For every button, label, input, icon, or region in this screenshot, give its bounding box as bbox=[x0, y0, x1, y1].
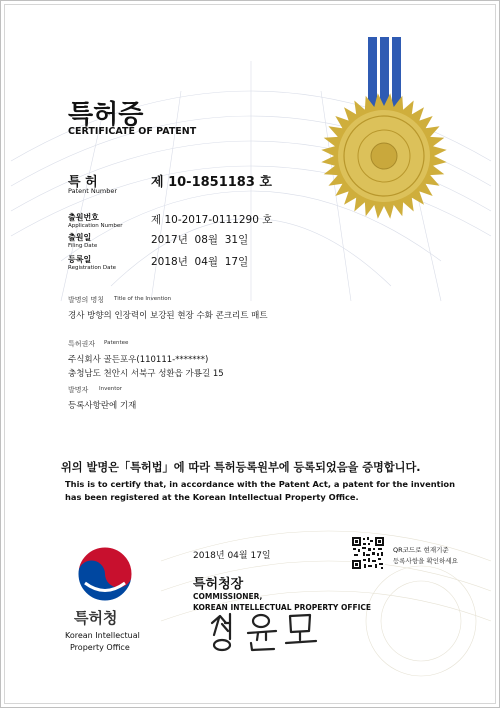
commissioner-en-1: COMMISSIONER, bbox=[193, 592, 263, 601]
patent-label-en: Patent Number bbox=[68, 187, 118, 195]
qr-caption-2: 등록사항을 확인하세요 bbox=[393, 557, 458, 565]
office-name-en-2: Property Office bbox=[70, 643, 130, 652]
issue-date: 2018년 04월 17일 bbox=[193, 551, 271, 561]
gold-seal-icon bbox=[319, 91, 449, 221]
commissioner-en-2: KOREAN INTELLECTUAL PROPERTY OFFICE bbox=[193, 603, 372, 612]
office-name-en-1: Korean Intellectual bbox=[65, 631, 140, 640]
patentee-label: 특허권자 bbox=[68, 340, 96, 348]
office-name-kr: 특허청 bbox=[74, 609, 118, 627]
invention-title: 경사 방향의 인장력이 보강된 현장 수화 콘크리트 매트 bbox=[68, 311, 268, 321]
inventor-label: 발명자 bbox=[68, 386, 89, 394]
taegeuk-logo-icon bbox=[77, 546, 133, 602]
patentee-name: 주식회사 골든포우(110111-*******) bbox=[68, 355, 209, 365]
invention-label-en: Title of the Invention bbox=[114, 296, 172, 302]
qr-caption-1: QR코드로 현재기준 bbox=[393, 546, 449, 554]
inventor-value: 등록사항란에 기재 bbox=[68, 401, 137, 411]
certify-statement-kr: 위의 발명은「특허법」에 따라 특허등록원부에 등록되었음을 증명합니다. bbox=[61, 461, 421, 474]
invention-label: 발명의 명칭 bbox=[68, 296, 105, 304]
inventor-label-en: Inventor bbox=[99, 386, 123, 392]
patent-label: 특 허 bbox=[68, 175, 98, 190]
registration-label-en: Registration Date bbox=[68, 265, 117, 271]
page-subtitle: CERTIFICATE OF PATENT bbox=[68, 126, 197, 137]
qr-code-icon bbox=[351, 536, 385, 570]
patentee-address: 충청남도 천안시 서북구 성환읍 가룡길 15 bbox=[68, 369, 224, 379]
filing-label-en: Filing Date bbox=[68, 243, 98, 249]
page-title: 특허증 bbox=[68, 100, 144, 130]
filing-label: 출원일 bbox=[68, 233, 92, 242]
patentee-label-en: Patentee bbox=[104, 340, 129, 346]
application-number: 제 10-2017-0111290 호 bbox=[151, 214, 273, 226]
filing-date: 2017년 08월 31일 bbox=[151, 234, 249, 246]
commissioner-title: 특허청장 bbox=[193, 577, 244, 592]
certify-statement-en-1: This is to certify that, in accordance with the Patent Act, a patent for the invention bbox=[65, 479, 456, 489]
certify-statement-en-2: has been registered at the Korean Intellectual Property Office. bbox=[65, 492, 359, 502]
application-label: 출원번호 bbox=[68, 213, 99, 222]
commissioner-signature bbox=[206, 609, 321, 654]
patent-number: 제 10-1851183 호 bbox=[151, 175, 272, 190]
application-label-en: Application Number bbox=[68, 223, 123, 229]
registration-label: 등록일 bbox=[68, 255, 92, 264]
registration-date: 2018년 04월 17일 bbox=[151, 256, 249, 268]
